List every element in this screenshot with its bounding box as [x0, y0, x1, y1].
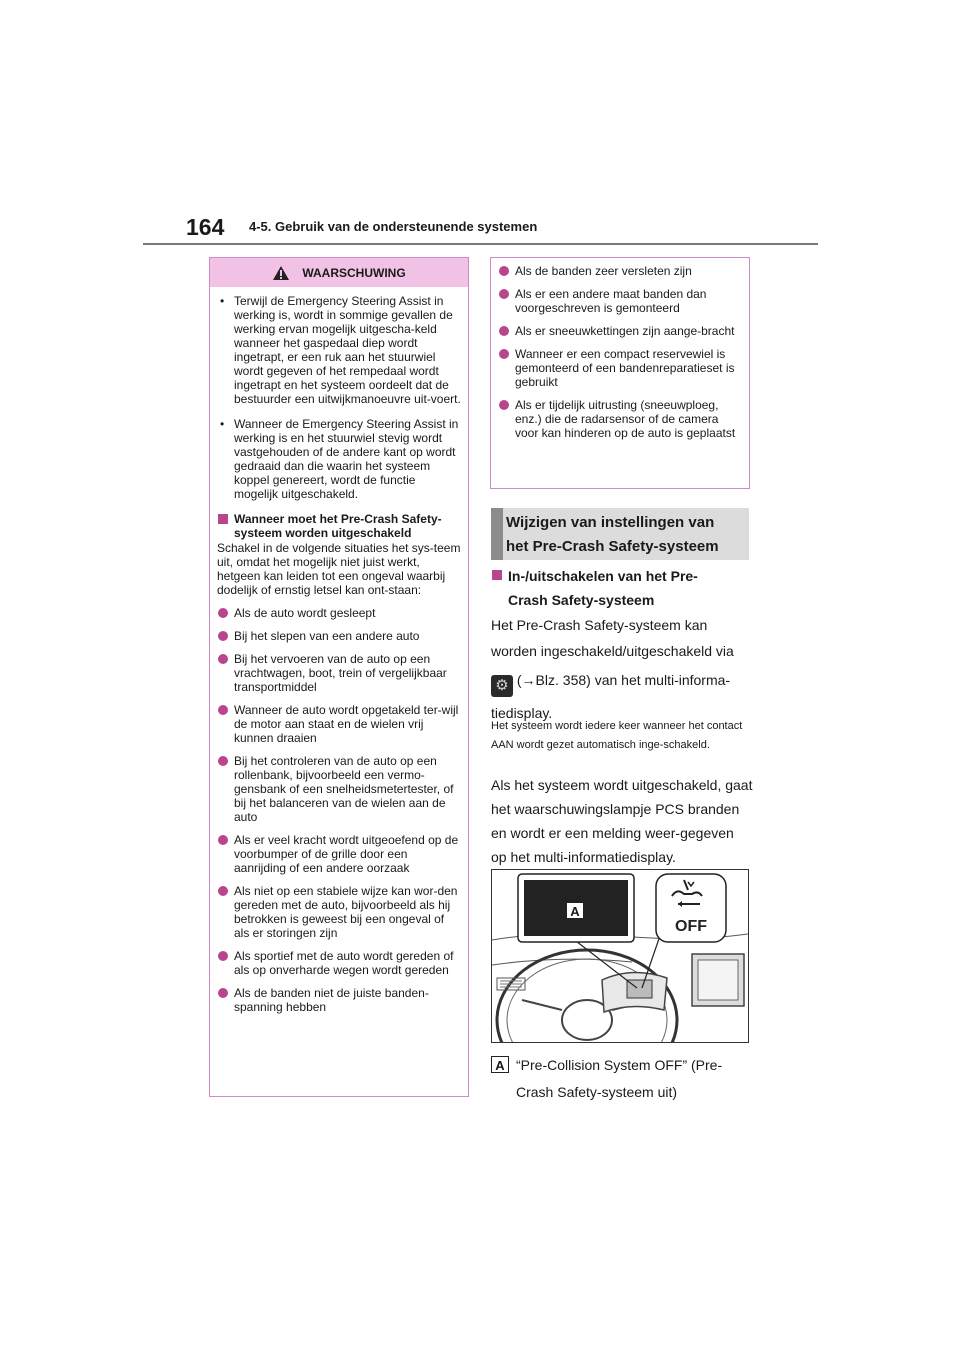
- warning-bullet: [217, 884, 461, 940]
- section-title-line: Wijzigen van instellingen van: [506, 514, 715, 531]
- warning-content: [210, 287, 468, 1014]
- warning-bullet-text: Bij het slepen van een andere auto: [234, 629, 420, 643]
- continued-bullet-text: Wanneer er een compact reservewiel is gemonteerd of een bandenreparatieset is gebruikt: [515, 347, 735, 389]
- section-subheading-line: Crash Safety-systeem: [508, 592, 655, 608]
- section-subheading-line: In-/uitschakelen van het Pre-: [508, 568, 698, 584]
- header-divider: [143, 243, 818, 245]
- section-subheading: [491, 564, 698, 612]
- caption-a-badge: A: [491, 1056, 509, 1073]
- warning-bullet-text: Als de banden niet de juiste banden-spanning hebben: [234, 986, 429, 1014]
- bullet-dot-icon: [218, 631, 228, 641]
- body-line: tiedisplay.: [491, 705, 553, 721]
- section-body-2: Als het systeem wordt uitgeschakeld, gaat het waarschuwingslampje PCS branden en wordt er een melding weer-gegeven op het multi-informatiedisplay.: [491, 777, 753, 865]
- off-indicator-text: OFF: [675, 918, 707, 935]
- continued-bullet: [498, 264, 742, 278]
- warning-bullet-text: Als sportief met de auto wordt gereden of als op onverharde wegen wordt gereden: [234, 949, 454, 977]
- warning-bullet-text: Als niet op een stabiele wijze kan wor-den gereden met de auto, bijvoorbeeld als hij betrokken is geweest bij een ongeval of als er storingen zijn: [234, 884, 458, 940]
- body-line: [491, 667, 753, 697]
- bullet-dot-icon: [218, 705, 228, 715]
- body-line-text: (→Blz. 358) van het multi-informa-: [516, 672, 731, 688]
- bullet-dot-icon: [218, 654, 228, 664]
- continued-bullet: [498, 398, 742, 440]
- body-line: Het Pre-Crash Safety-systeem kan: [491, 617, 708, 633]
- body-line: worden ingeschakeld/uitgeschakeld via: [491, 643, 734, 659]
- bullet-dot-icon: [499, 400, 509, 410]
- warning-bullet: [217, 629, 461, 643]
- chapter-title: 4-5. Gebruik van de ondersteunende systemen: [249, 219, 538, 234]
- warning-bullet-text: Bij het vervoeren van de auto op een vrachtwagen, boot, trein of vergelijkbaar transportmiddel: [234, 652, 447, 694]
- continued-bullet-text: Als de banden zeer versleten zijn: [515, 264, 692, 278]
- warning-dash-item: • Terwijl de Emergency Steering Assist in werking is, wordt in sommige gevallen de werking ervan mogelijk uitgescha-keld wanneer het gaspedaal diep wordt ingetrapt, er een ruk aan het stuurwiel wordt gegeven of het rempedaal wordt ingetrapt en het systeem oordeelt dat de bestuurder een uitwijkmanoeuvre uit-voert.: [217, 294, 461, 406]
- continued-bullet-text: Als er tijdelijk uitrusting (sneeuwploeg, enz.) die de radarsensor of de camera voor kan hinderen op de auto is geplaatst: [515, 398, 736, 440]
- warning-title: WAARSCHUWING: [302, 265, 406, 280]
- bullet-dot-icon: [218, 886, 228, 896]
- warning-bullet-text: Bij het controleren van de auto op een rollenbank, bijvoorbeeld een vermo-gensbank of een snelheidsmetertester, of bij het balanceren van de wielen aan de auto: [234, 754, 454, 824]
- bullet-dot-icon: [499, 326, 509, 336]
- dashboard-illustration: [492, 870, 748, 1042]
- continued-bullet: [498, 324, 742, 338]
- warning-intro: Schakel in de volgende situaties het sys-teem uit, omdat het mogelijk niet juist werkt, hetgeen kan leiden tot een ongeval waarbij dodelijk of ernstig letsel kan ont-staan:: [217, 541, 461, 597]
- bullet-dot-icon: [218, 951, 228, 961]
- section-heading: [491, 508, 749, 560]
- warning-bullet: [217, 754, 461, 824]
- section-body: [491, 612, 753, 726]
- continued-bullet-text: Als er een andere maat banden dan voorgeschreven is gemonteerd: [515, 287, 707, 315]
- figure-caption: [516, 1052, 722, 1106]
- section-heading-bar: [491, 508, 503, 560]
- continued-list-content: [491, 258, 749, 440]
- warning-bullet: [217, 703, 461, 745]
- bullet-dot-icon: [499, 289, 509, 299]
- square-bullet-icon: [492, 570, 502, 580]
- continued-list-box: [490, 257, 750, 489]
- warning-triangle-icon: [272, 265, 290, 281]
- warning-bullet: [217, 949, 461, 977]
- warning-bullet: [217, 606, 461, 620]
- section-title-line: het Pre-Crash Safety-systeem: [506, 538, 719, 555]
- settings-gear-icon: ⚙: [491, 675, 513, 697]
- dashboard-figure: [491, 869, 749, 1043]
- warning-bullet: [217, 986, 461, 1014]
- square-bullet-icon: [218, 514, 228, 524]
- warning-box: [209, 257, 469, 1097]
- warning-bullet-text: Wanneer de auto wordt opgetakeld ter-wijl de motor aan staat en de wielen vrij kunnen draaien: [234, 703, 459, 745]
- warning-bullet: [217, 833, 461, 875]
- warning-bullet-text: Als er veel kracht wordt uitgeoefend op de voorbumper of de grille door een aanrijding of een andere oorzaak: [234, 833, 459, 875]
- page-number: 164: [186, 214, 225, 240]
- small-note: Het systeem wordt iedere keer wanneer het contact AAN wordt gezet automatisch inge-schakeld.: [491, 720, 743, 751]
- bullet-dot-icon: [218, 988, 228, 998]
- warning-subheading-text: Wanneer moet het Pre-Crash Safety-systeem worden uitgeschakeld: [234, 512, 442, 540]
- caption-line: “Pre-Collision System OFF” (Pre-: [516, 1057, 723, 1073]
- section-title: [506, 511, 719, 559]
- continued-bullet: [498, 347, 742, 389]
- bullet-dot-icon: [218, 756, 228, 766]
- continued-bullet: [498, 287, 742, 315]
- bullet-dot-icon: [218, 608, 228, 618]
- bullet-dot-icon: [499, 349, 509, 359]
- warning-bullet: [217, 652, 461, 694]
- bullet-dot-icon: [499, 266, 509, 276]
- warning-bullet-text: Als de auto wordt gesleept: [234, 606, 376, 620]
- warning-dash-item: • Wanneer de Emergency Steering Assist in werking is en het stuurwiel stevig wordt vastgehouden of de andere kant op wordt gedraaid dan die waarin het systeem koppel genereert, wordt de functie mogelijk uitgeschakeld.: [217, 417, 461, 501]
- continued-bullet-text: Als er sneeuwkettingen zijn aange-bracht: [515, 324, 735, 338]
- bullet-dot-icon: [218, 835, 228, 845]
- callout-a-badge: A: [566, 902, 584, 919]
- caption-line: Crash Safety-systeem uit): [516, 1084, 678, 1100]
- warning-subheading: [217, 512, 461, 540]
- warning-header: [210, 258, 468, 287]
